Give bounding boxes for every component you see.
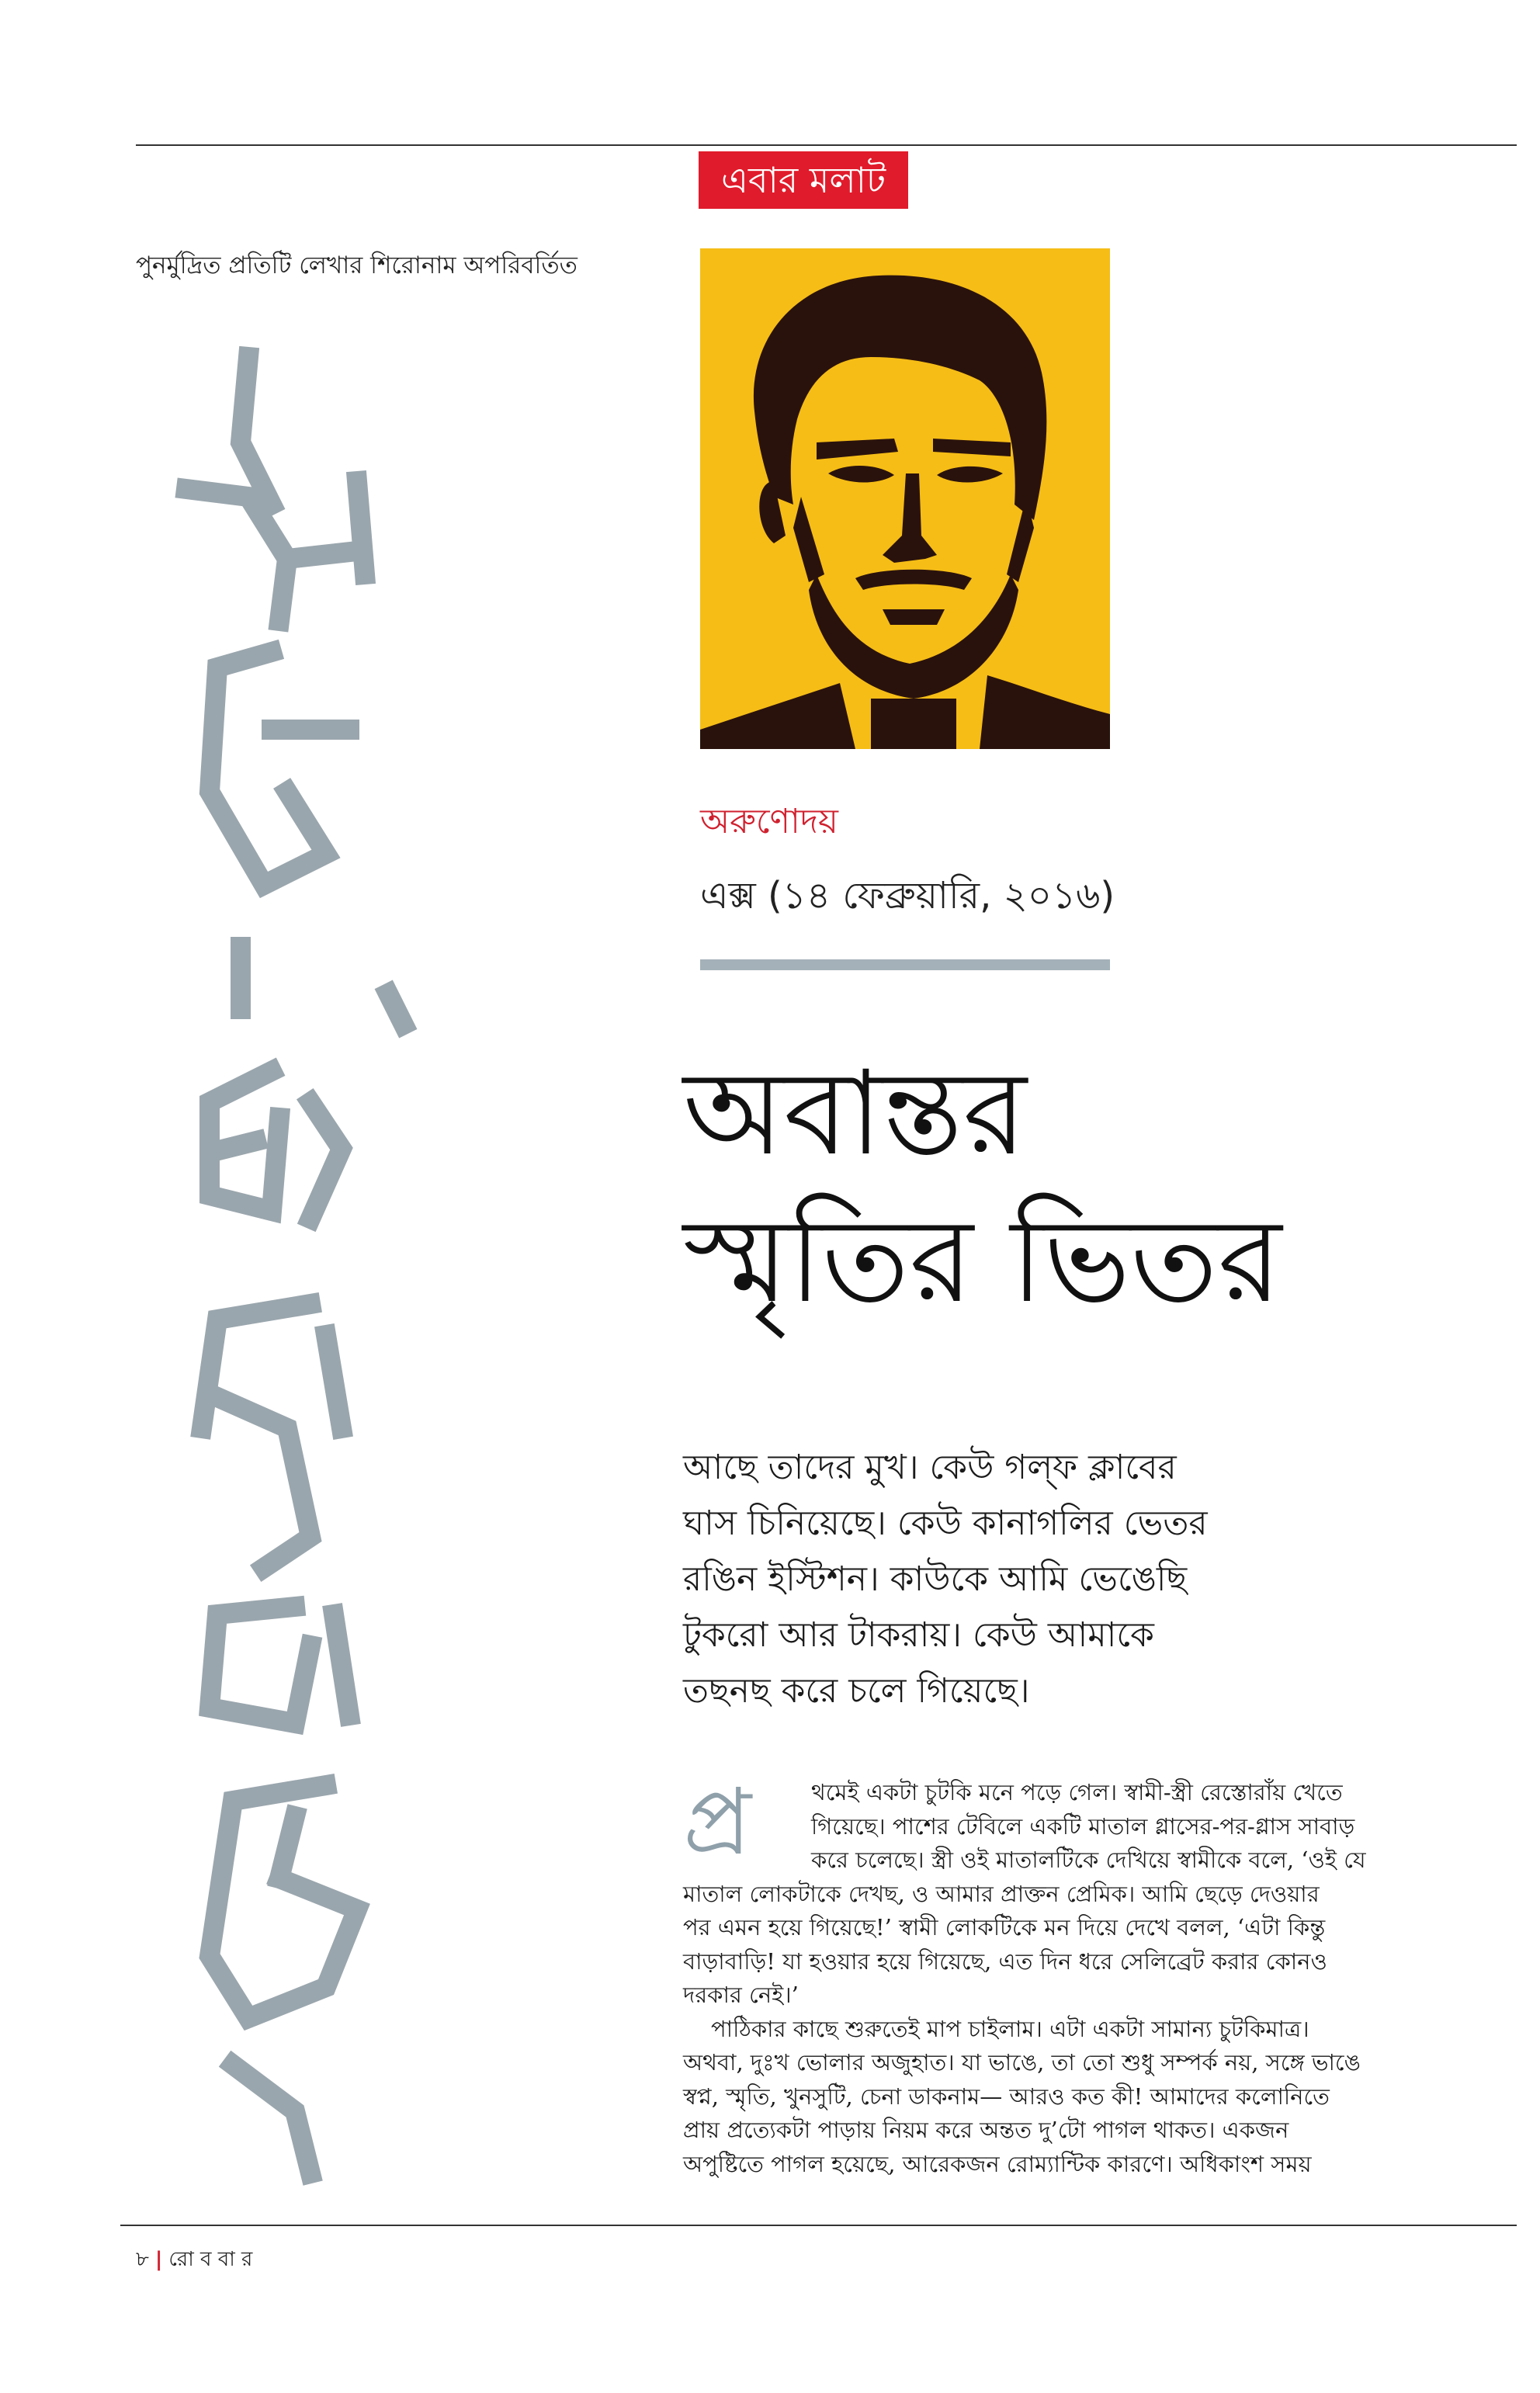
page-footer: [136, 2243, 252, 2277]
lead-line: টুকরো আর টাকরায়। কেউ আমাকে: [683, 1615, 1154, 1655]
lead-line: আছে তাদের মুখ। কেউ গল্‌ফ ক্লাবের: [683, 1448, 1177, 1487]
article-headline: [683, 1040, 1506, 1335]
body-line: পাঠিকার কাছে শুরুতেই মাপ চাইলাম। এটা একটা সামান্য চুটকিমাত্র।: [711, 2015, 1309, 2042]
body-line: গিয়েছে। পাশের টেবিলে একটি মাতাল গ্লাসের-পর-গ্লাস সাবাড়: [811, 1812, 1355, 1840]
page-number: ৮: [136, 2248, 149, 2271]
body-line: মাতাল লোকটাকে দেখছ, ও আমার প্রাক্তন প্রেমিক। আমি ছেড়ে দেওয়ার: [683, 1880, 1320, 1907]
top-rule: [136, 144, 1517, 146]
magazine-name: রো ব বা র: [168, 2248, 253, 2271]
body-line: পর এমন হয়ে গিয়েছে!’ স্বামী লোকটিকে মন দিয়ে দেখে বলল, ‘এটা কিন্তু: [683, 1914, 1326, 1940]
body-line: বাড়াবাড়ি! যা হওয়ার হয়ে গিয়েছে, এত দিন ধরে সেলিব্রেট করার কোনও: [683, 1947, 1327, 1975]
lead-paragraph: [683, 1440, 1382, 1719]
section-divider: [700, 959, 1110, 970]
source-issue-date: এক্স (১৪ ফেব্রুয়ারি, ২০১৬): [700, 874, 1115, 917]
footer-separator: |: [154, 2248, 163, 2271]
body-line: স্বপ্ন, স্মৃতি, খুনসুটি, চেনা ডাকনাম— আরও কত কী! আমাদের কলোনিতে: [683, 2083, 1330, 2110]
reprint-note: পুনর্মুদ্রিত প্রতিটি লেখার শিরোনাম অপরিবর্তিত: [136, 251, 578, 279]
body-line: অপুষ্টিতে পাগল হয়েছে, আরেকজন রোম্যান্টিক কারণে। অধিকাংশ সময়: [683, 2150, 1312, 2177]
headline-line: অবান্তর: [683, 1046, 1027, 1181]
lead-line: ঘাস চিনিয়েছে। কেউ কানাগলির ভেতর: [683, 1503, 1208, 1543]
headline-line: স্মৃতির ভিতর: [683, 1194, 1282, 1329]
body-text: [683, 1776, 1382, 2181]
lead-line: রঙিন ইস্টিশন। কাউকে আমি ভেঙেছি: [683, 1559, 1188, 1599]
body-line: প্রায় প্রত্যেকটা পাড়ায় নিয়ম করে অন্তত দু’টো পাগল থাকত। একজন: [683, 2117, 1289, 2143]
bottom-rule: [120, 2225, 1517, 2226]
body-line: থমেই একটা চুটকি মনে পড়ে গেল। স্বামী-স্ত্রী রেস্তোরাঁয় খেতে: [811, 1779, 1343, 1805]
body-line: অথবা, দুঃখ ভোলার অজুহাত। যা ভাঙে, তা তো শুধু সম্পর্ক নয়, সঙ্গে ভাঙে: [683, 2049, 1361, 2076]
drop-cap: প্র: [683, 1768, 752, 1875]
source-magazine-name: অরুণোদয়: [700, 802, 838, 841]
author-signature-calligraphy: [155, 326, 481, 2204]
body-line: দরকার নেই।’: [683, 1982, 799, 2008]
body-line: করে চলেছে। স্ত্রী ওই মাতালটিকে দেখিয়ে স্বামীকে বলে, ‘ওই যে: [811, 1847, 1366, 1873]
section-tag: এবার মলাট: [699, 151, 908, 209]
author-portrait: [700, 248, 1110, 749]
lead-line: তছনছ করে চলে গিয়েছে।: [683, 1671, 1030, 1711]
